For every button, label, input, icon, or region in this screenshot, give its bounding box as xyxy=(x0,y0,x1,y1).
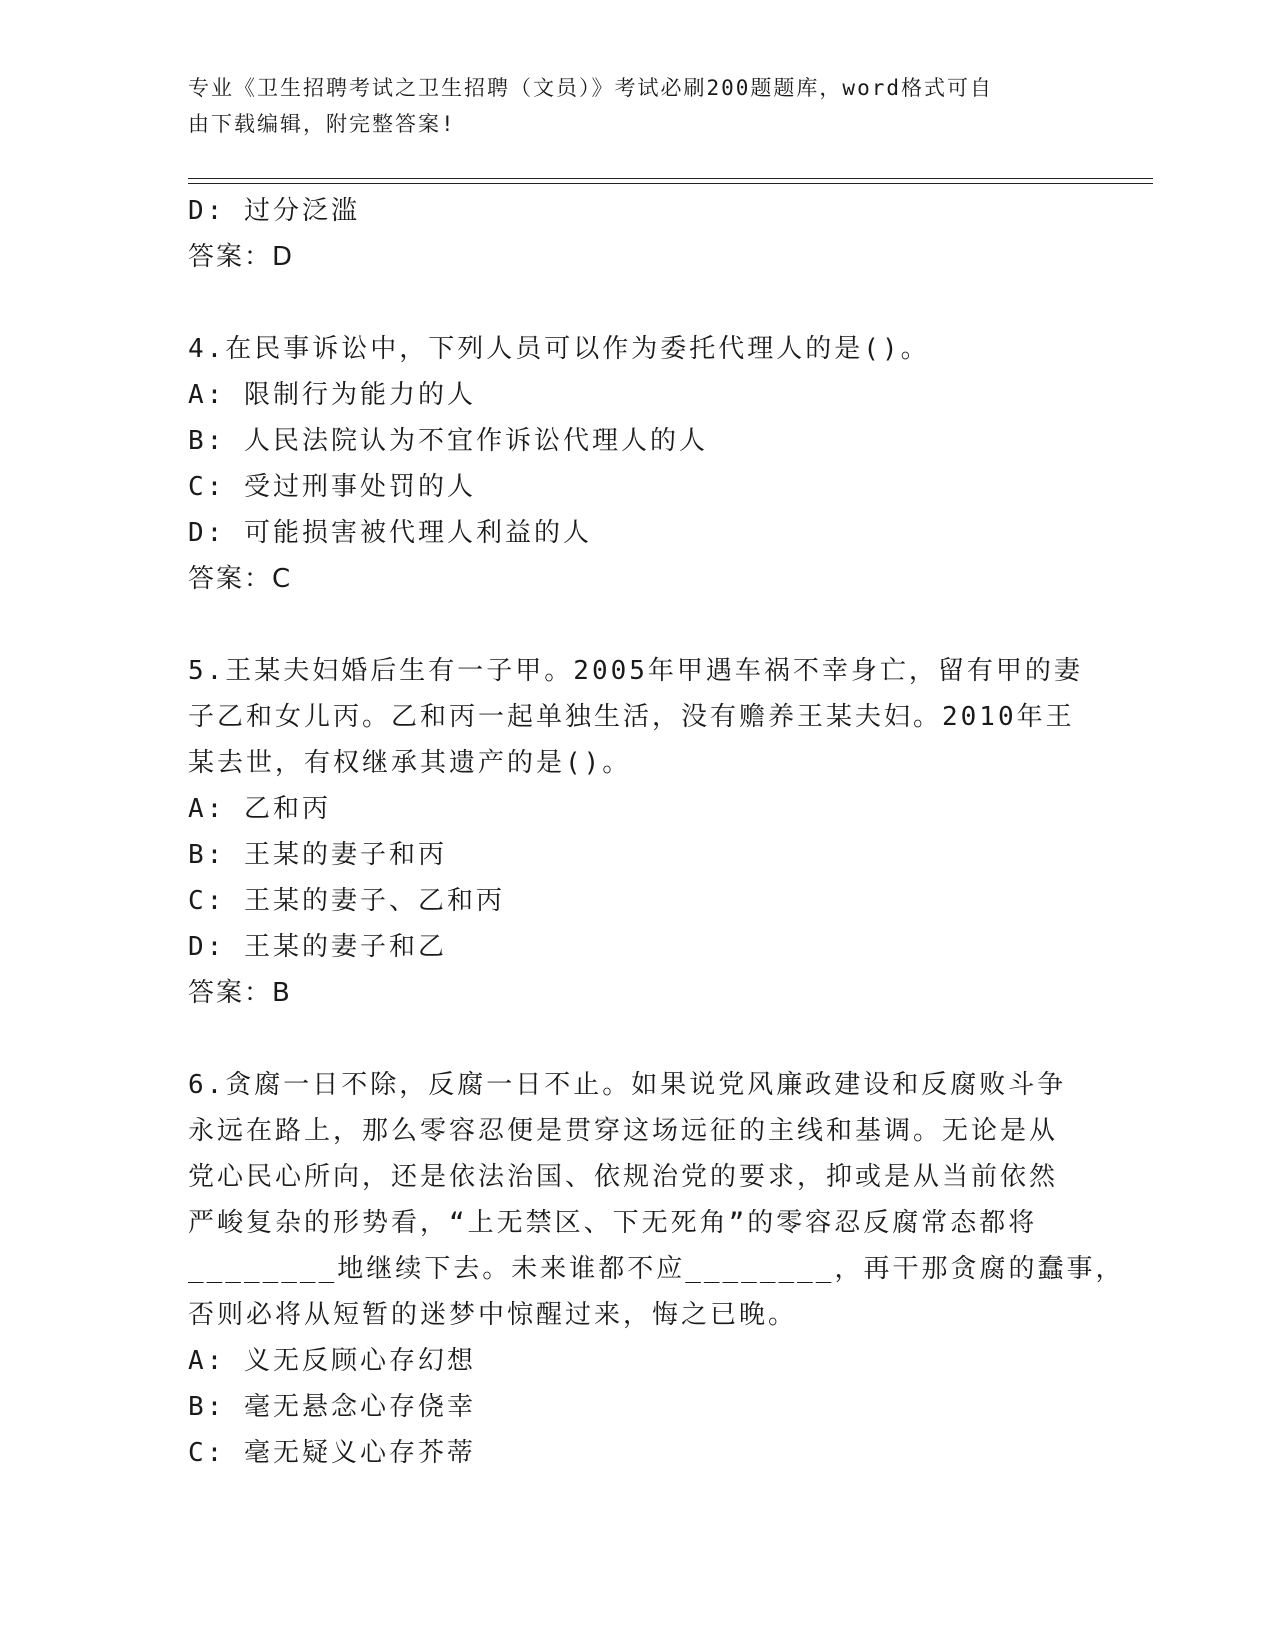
question-stem-line: ________地继续下去。未来谁都不应________，再干那贪腐的蠢事， xyxy=(188,1254,1125,1284)
question-stem-line: 4.在民事诉讼中，下列人员可以作为委托代理人的是()。 xyxy=(188,334,930,364)
option-a: A: 限制行为能力的人 xyxy=(188,380,476,410)
option-a: A: 乙和丙 xyxy=(188,794,331,824)
question-6 xyxy=(188,1062,1125,1476)
option-b: B: 王某的妻子和丙 xyxy=(188,840,447,870)
spacer xyxy=(188,280,1068,326)
question-stem-line: 党心民心所向，还是依法治国、依规治党的要求，抑或是从当前依然 xyxy=(188,1162,1059,1192)
option-d-previous: D: 过分泛滥 xyxy=(188,196,360,226)
question-stem-line: 5.王某夫妇婚后生有一子甲。2005年甲遇车祸不幸身亡，留有甲的妻 xyxy=(188,656,1083,686)
option-a: A: 义无反顾心存幻想 xyxy=(188,1346,476,1376)
option-b: B: 毫无悬念心存侥幸 xyxy=(188,1392,476,1422)
document-body xyxy=(188,188,1125,1476)
answer: 答案：B xyxy=(188,978,292,1008)
document-header xyxy=(188,70,1068,142)
question-5 xyxy=(188,648,1083,1016)
question-4 xyxy=(188,326,1068,602)
question-stem-line: 某去世，有权继承其遗产的是()。 xyxy=(188,748,632,778)
option-d: D: 王某的妻子和乙 xyxy=(188,932,447,962)
header-divider-bottom xyxy=(188,183,1153,184)
option-c: C: 毫无疑义心存芥蒂 xyxy=(188,1438,476,1468)
header-line-1: 专业《卫生招聘考试之卫生招聘（文员）》考试必刷200题题库，word格式可自 xyxy=(188,76,993,100)
option-d: D: 可能损害被代理人利益的人 xyxy=(188,518,592,548)
option-c: C: 受过刑事处罚的人 xyxy=(188,472,476,502)
question-stem-line: 子乙和女儿丙。乙和丙一起单独生活，没有赡养王某夫妇。2010年王 xyxy=(188,702,1075,732)
answer-previous: 答案：D xyxy=(188,242,295,272)
spacer xyxy=(188,602,1068,648)
question-stem-line: 永远在路上，那么零容忍便是贯穿这场远征的主线和基调。无论是从 xyxy=(188,1116,1059,1146)
question-stem-line: 严峻复杂的形势看，“上无禁区、下无死角”的零容忍反腐常态都将 xyxy=(188,1208,1038,1238)
answer: 答案：C xyxy=(188,564,293,594)
spacer xyxy=(188,1016,1068,1062)
question-stem-line: 否则必将从短暂的迷梦中惊醒过来，悔之已晚。 xyxy=(188,1300,798,1330)
header-divider-top xyxy=(188,178,1153,179)
header-line-2: 由下载编辑，附完整答案! xyxy=(188,112,456,136)
question-stem-line: 6.贪腐一日不除，反腐一日不止。如果说党风廉政建设和反腐败斗争 xyxy=(188,1070,1067,1100)
option-b: B: 人民法院认为不宜作诉讼代理人的人 xyxy=(188,426,708,456)
option-c: C: 王某的妻子、乙和丙 xyxy=(188,886,505,916)
